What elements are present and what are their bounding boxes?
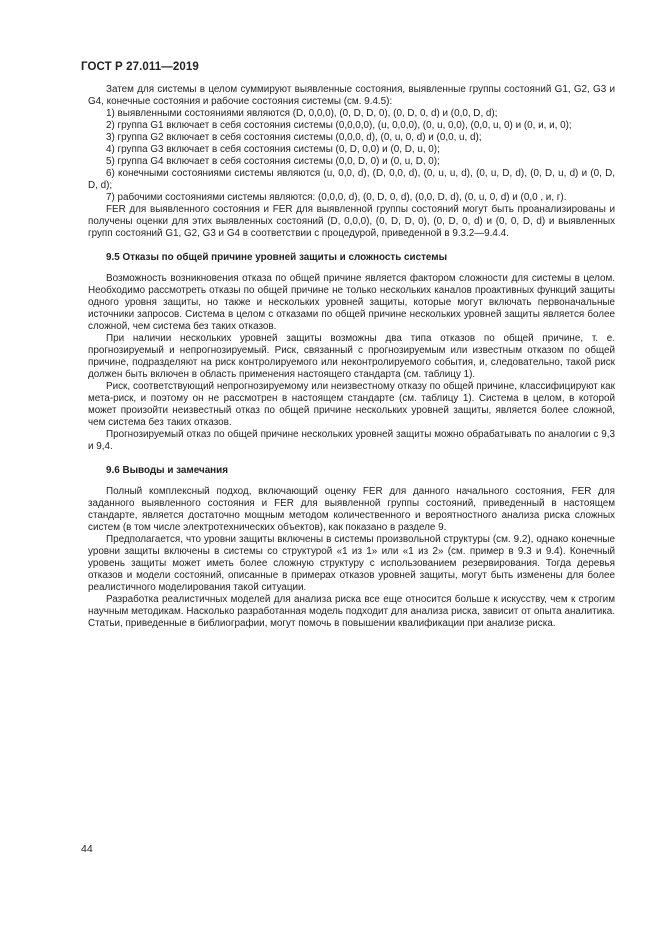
paragraph: Предполагается, что уровни защиты включены в системы произвольной структуры (см. 9.2), однако конечные уровни защиты включены в системы со структурой «1 из 1» или «1 из 2» (см. пример в 9.3 и 9.4). Конечный уровень защиты может иметь более сложную структуру с использованием резервирования. Тогда деревья отказов и модели состояний, описанные в примерах отказов уровней защиты, могут быть изменены для более реалистичного моделирования такой ситуации. [88, 534, 615, 593]
paragraph: Риск, соответствующий непрогнозируемому или неизвестному отказу по общей причине, классифицируют как мета-риск, и поэтому он не рассмотрен в настоящем стандарте (см. таблицу 1). Система в целом, в которой может произойти неизвестный отказ по общей причине нескольких уровней защиты, является более сложной, чем система без таких отказов. [88, 381, 615, 428]
list-item: 2) группа G1 включает в себя состояния системы (0,0,0,0), (u, 0,0,0), (0, u, 0,0), (0,0, u, 0) и (0, и, и, 0); [106, 120, 572, 131]
paragraph: Полный комплексный подход, включающий оценку FER для данного начального состояния, FER для заданного выявленного состояния и FER для выявленной группы состояний, приведенный в настоящем стандарте, является достаточно мощным методом количественного и вероятностного анализа риска сложных систем (в том числе электротехнических объектов), как показано в разделе 9. [88, 486, 615, 533]
page-body [88, 84, 615, 630]
list-item: 5) группа G4 включает в себя состояния системы (0,0, D, 0) и (0, u, D, 0); [106, 156, 440, 167]
paragraph: При наличии нескольких уровней защиты возможны два типа отказов по общей причине, т. е. прогнозируемый и непрогнозируемый. Риск, связанный с прогнозируемым или известным отказом по общей причине, подразделяют на риск контролируемого или неконтролируемого события, и, следовательно, такой риск должен быть включен в область применения настоящего стандарта (см. таблицу 1). [88, 333, 615, 380]
page-number: 44 [81, 843, 93, 855]
paragraph: Возможность возникновения отказа по общей причине является фактором сложности для системы в целом. Необходимо рассмотреть отказы по общей причине не только нескольких каналов проактивных функций защиты одного уровня защиты, но также и нескольких уровней защиты, которые могут включать первоначальные источники запросов. Система в целом с отказами по общей причине нескольких уровней защиты является более сложной, чем система без таких отказов. [88, 273, 615, 332]
section-heading-9-5: 9.5 Отказы по общей причине уровней защиты и сложность системы [106, 252, 448, 263]
list-item: 7) рабочими состояниями системы являются: (0,0,0, d), (0, D, 0, d), (0,0, D, d), (0, u, 0, d) и (0,0 , и, г). [106, 192, 567, 203]
document-header: ГОСТ Р 27.011—2019 [81, 61, 199, 73]
paragraph: Разработка реалистичных моделей для анализа риска все еще относится больше к искусству, чем к строгим научным методикам. Насколько разработанная модель подходит для анализа риска, зависит от опыта аналитика. Статьи, приведенные в библиографии, могут помочь в повышении квалификации при анализе риска. [88, 594, 615, 629]
section-heading-9-6: 9.6 Выводы и замечания [106, 465, 228, 476]
intro-closing: FER для выявленного состояния и FER для выявленной группы состояний могут быть проанализированы и получены оценки для этих выявленных состояний (D, 0,0,0), (0, D, D, 0), (0, D, 0, d) и (0, 0, D, d) и выявленных групп состояний G1, G2, G3 и G4 в соответствии с процедурой, приведенной в 9.3.2—9.4.4. [88, 204, 615, 239]
list-item: 1) выявленными состояниями являются (D, 0,0,0), (0, D, D, 0), (0, D, 0, d) и (0,0, D, d); [106, 108, 498, 119]
list-item: 3) группа G2 включает в себя состояния системы (0,0,0, d), (0, u, 0, d) и (0,0, u, d); [106, 132, 482, 143]
list-item: 6) конечными состояниями системы являются (u, 0,0, d), (D, 0,0, d), (0, u, u, d), (0, u, D, d), (0, D, u, d) и (0, D, D, d); [88, 168, 615, 191]
intro-lead: Затем для системы в целом суммируют выявленные состояния, выявленные группы состояний G1, G2, G3 и G4, конечные состояния и рабочие состояния системы (см. 9.4.5): [88, 84, 615, 107]
paragraph: Прогнозируемый отказ по общей причине нескольких уровней защиты можно обрабатывать по аналогии с 9,3 и 9,4. [88, 429, 615, 452]
list-item: 4) группа G3 включает в себя состояния системы (0, D, 0,0) и (0, D, u, 0); [106, 144, 440, 155]
